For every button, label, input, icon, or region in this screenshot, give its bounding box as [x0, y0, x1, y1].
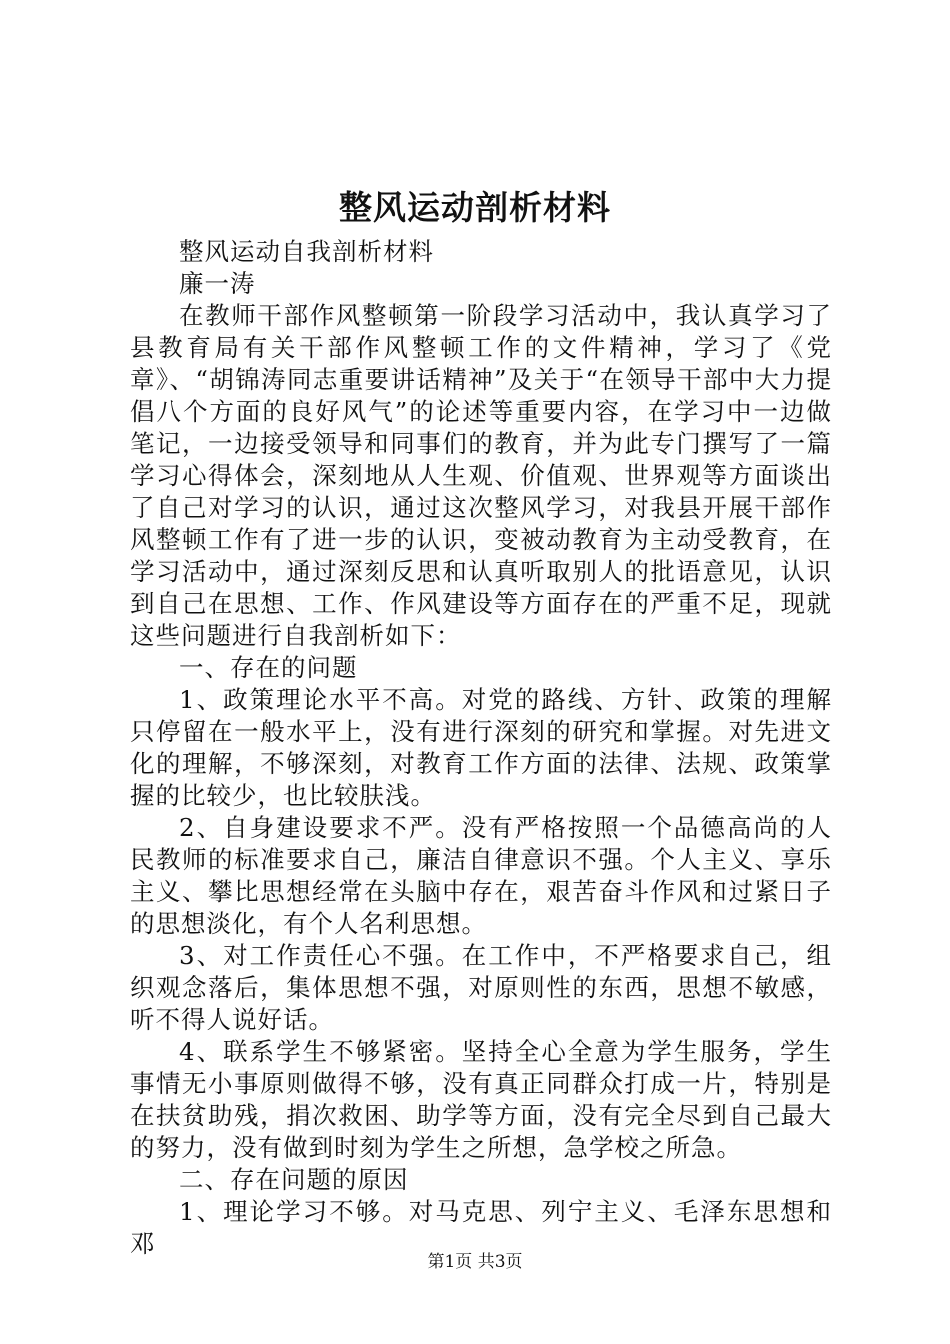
author-paragraph: 廉一涛 [179, 269, 256, 298]
page-footer: 第1页 共3页 [427, 1252, 523, 1272]
body-paragraph: 4、联系学生不够紧密。坚持全心全意为学生服务，学生事情无小事原则做得不够，没有真正同群众打成一片，特别是在扶贫助残，捐次救困、助学等方面，没有完全尽到自己最大的努力，没有做到时刻为学生之所想，急学校之所急。 [130, 1037, 832, 1162]
section-heading: 二、存在问题的原因 [179, 1165, 409, 1194]
section-heading: 一、存在的问题 [179, 653, 358, 682]
document-body [130, 236, 832, 1260]
document-title: 整风运动剖析材料 [339, 188, 611, 227]
body-paragraph: 1、政策理论水平不高。对党的路线、方针、政策的理解只停留在一般水平上，没有进行深刻的研究和掌握。对先进文化的理解，不够深刻，对教育工作方面的法律、法规、政策掌握的比较少，也比较肤浅。 [130, 685, 832, 810]
body-paragraph: 3、对工作责任心不强。在工作中，不严格要求自己，组织观念落后，集体思想不强，对原则性的东西，思想不敏感，听不得人说好话。 [130, 941, 832, 1034]
intro-paragraph: 在教师干部作风整顿第一阶段学习活动中，我认真学习了县教育局有关干部作风整顿工作的文件精神，学习了《党章》、“胡锦涛同志重要讲话精神”及关于“在领导干部中大力提倡八个方面的良好风气”的论述等重要内容，在学习中一边做笔记，一边接受领导和同事们的教育，并为此专门撰写了一篇学习心得体会，深刻地从人生观、价值观、世界观等方面谈出了自己对学习的认识，通过这次整风学习，对我县开展干部作风整顿工作有了进一步的认识，变被动教育为主动受教育，在学习活动中，通过深刻反思和认真听取别人的批语意见，认识到自己在思想、工作、作风建设等方面存在的严重不足，现就这些问题进行自我剖析如下： [130, 301, 832, 650]
body-paragraph: 1、理论学习不够。对马克思、列宁主义、毛泽东思想和邓 [130, 1197, 832, 1258]
body-paragraph: 2、自身建设要求不严。没有严格按照一个品德高尚的人民教师的标准要求自己，廉洁自律意识不强。个人主义、享乐主义、攀比思想经常在头脑中存在，艰苦奋斗作风和过紧日子的思想淡化，有个人名利思想。 [130, 813, 832, 938]
subtitle-paragraph: 整风运动自我剖析材料 [179, 237, 434, 266]
